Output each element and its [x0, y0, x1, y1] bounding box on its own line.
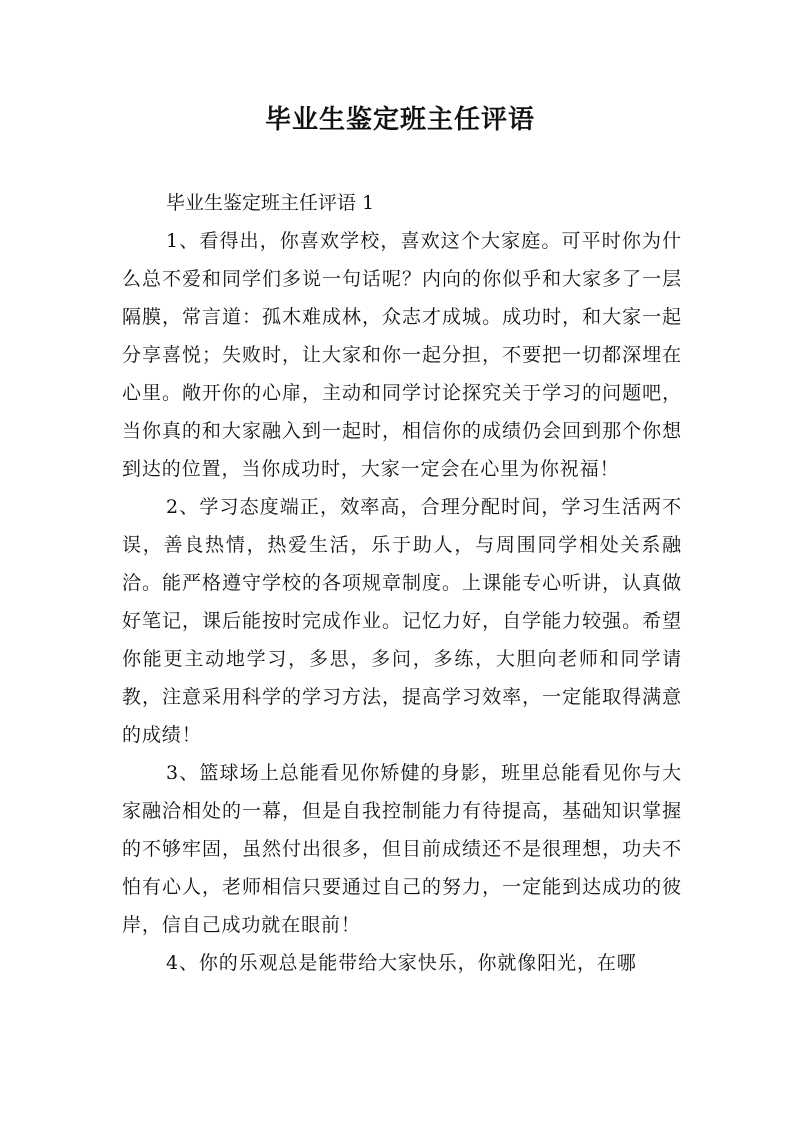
comment-paragraph-3: 3、篮球场上总能看见你矫健的身影，班里总能看见你与大家融洽相处的一幕，但是自我控制能力有待提高，基础知识掌握的不够牢固，虽然付出很多，但目前成绩还不是很理想，功夫不怕有心人，老师相信只要通过自己的努力，一定能到达成功的彼岸，信自己成功就在眼前！ [122, 762, 682, 936]
comment-paragraph-4: 4、你的乐观总是能带给大家快乐，你就像阳光，在哪 [166, 952, 637, 974]
section-heading: 毕业生鉴定班主任评语 1 [166, 192, 375, 214]
comment-paragraph-2: 2、学习态度端正，效率高，合理分配时间，学习生活两不误，善良热情，热爱生活，乐于助人，与周围同学相处关系融洽。能严格遵守学校的各项规章制度。上课能专心听讲，认真做好笔记，课后能按时完成作业。记忆力好，自学能力较强。希望你能更主动地学习，多思，多问，多练，大胆向老师和同学请教，注意采用科学的学习方法，提高学习效率，一定能取得满意的成绩！ [122, 496, 682, 746]
document-title: 毕业生鉴定班主任评语 [264, 105, 535, 135]
document-body [122, 184, 682, 982]
comment-paragraph-1: 1、看得出，你喜欢学校，喜欢这个大家庭。可平时你为什么总不爱和同学们多说一句话呢？内向的你似乎和大家多了一层隔膜，常言道：孤木难成林，众志才成城。成功时，和大家一起分享喜悦；失败时，让大家和你一起分担，不要把一切都深埋在心里。敞开你的心扉，主动和同学讨论探究关于学习的问题吧，当你真的和大家融入到一起时，相信你的成绩仍会回到那个你想到达的位置，当你成功时，大家一定会在心里为你祝福！ [122, 230, 682, 480]
